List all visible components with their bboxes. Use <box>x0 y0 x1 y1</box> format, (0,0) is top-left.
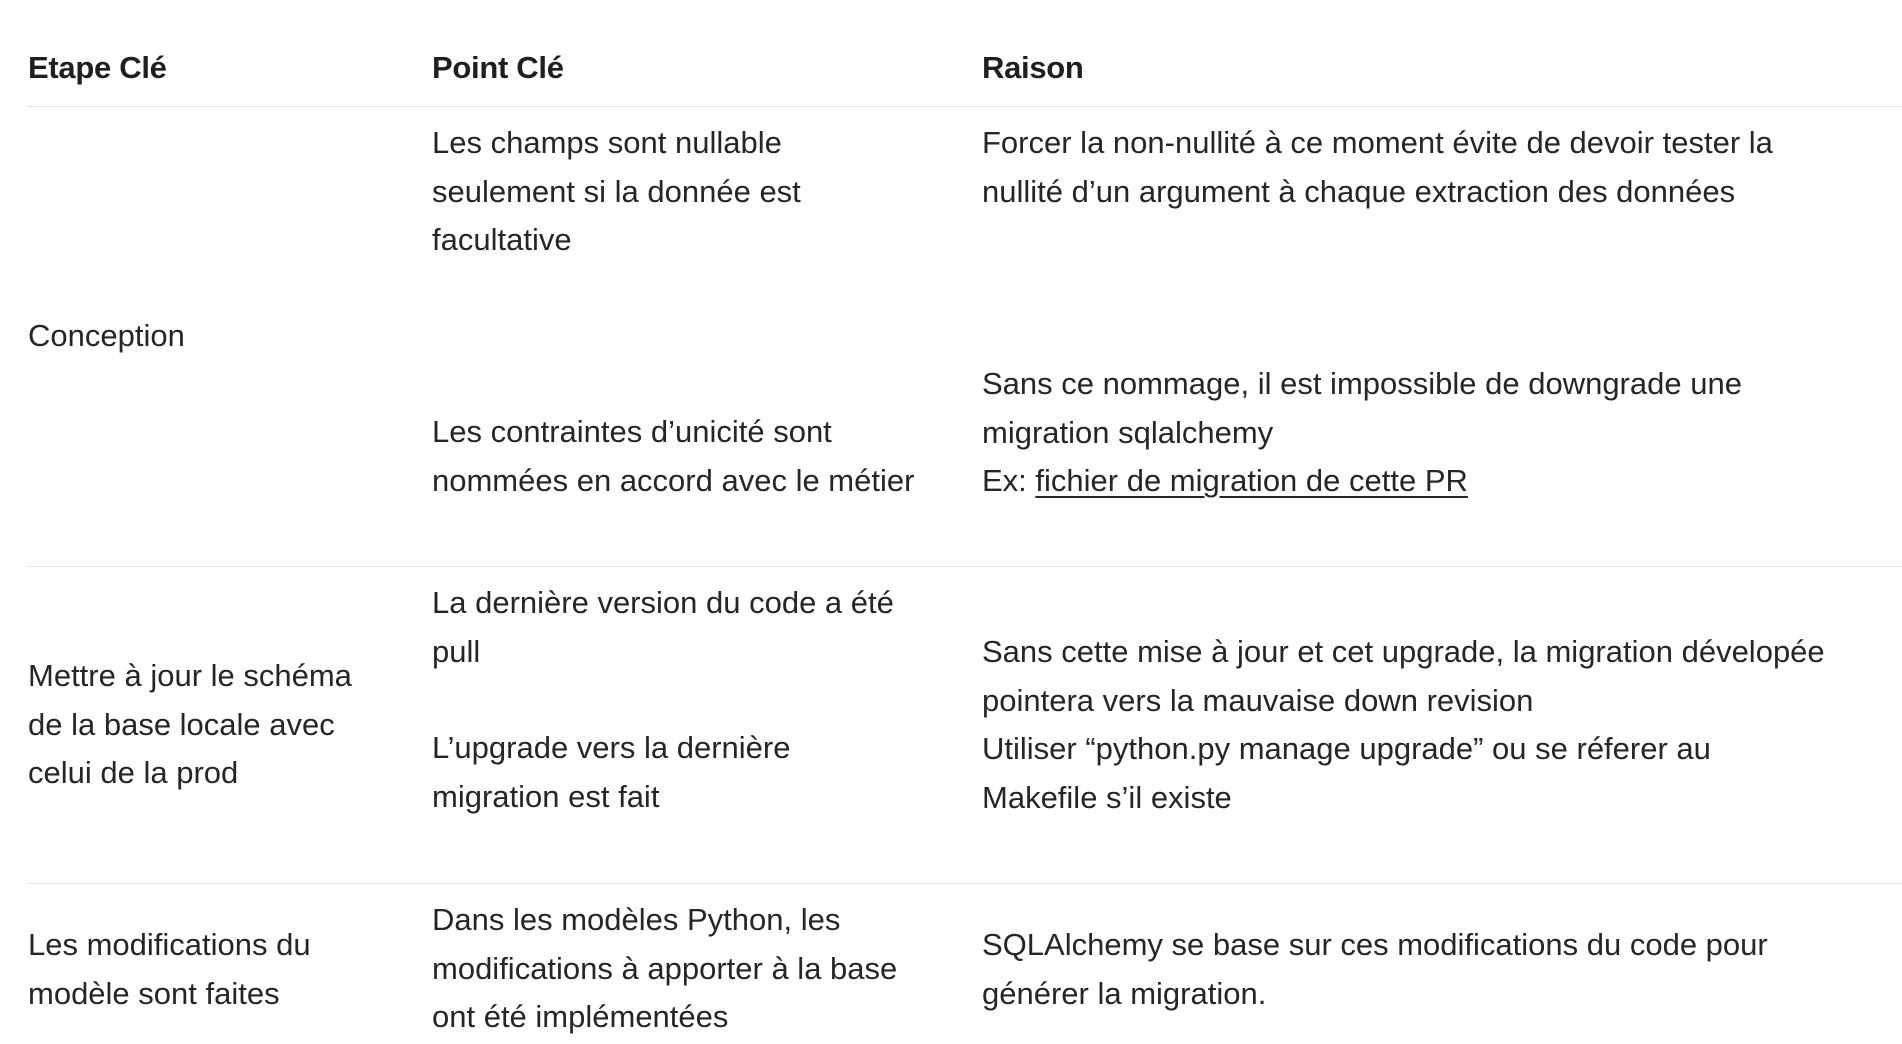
raison-sqlalchemy <box>982 921 1902 1018</box>
etape-mise-a-jour <box>28 652 418 798</box>
point-line: migration est fait <box>432 778 660 814</box>
raison-non-nullite <box>982 119 1902 216</box>
raison-line: SQLAlchemy se base sur ces modifications du code pour <box>982 927 1768 962</box>
migration-file-link[interactable]: fichier de migration de cette PR <box>1035 463 1468 498</box>
point-modeles-python <box>432 896 972 1042</box>
header-raison: Raison <box>982 50 1084 85</box>
raison-mise-a-jour <box>982 628 1902 822</box>
raison-link-line <box>982 457 1902 506</box>
raison-line: nullité d’un argument à chaque extraction des données <box>982 173 1736 209</box>
raison-line: Makefile s’il existe <box>982 779 1232 815</box>
point-line: Les contraintes d’unicité sont <box>432 414 832 449</box>
point-line: facultative <box>432 222 572 257</box>
etape-line: modèle sont faites <box>28 975 280 1011</box>
raison-line: générer la migration. <box>982 975 1267 1011</box>
point-upgrade <box>432 724 972 821</box>
point-line: L’upgrade vers la dernière <box>432 730 791 765</box>
point-line: Dans les modèles Python, les <box>432 902 841 937</box>
point-line: La dernière version du code a été <box>432 585 894 620</box>
etape-line: Les modifications du <box>28 927 311 962</box>
raison-line: pointera vers la mauvaise down revision <box>982 682 1534 718</box>
etape-conception: Conception <box>28 318 185 353</box>
point-derniere-version <box>432 579 972 676</box>
raison-link-prefix: Ex: <box>982 463 1036 498</box>
point-line: nommées en accord avec le métier <box>432 462 915 498</box>
header-point-cle: Point Clé <box>432 50 564 85</box>
point-line: pull <box>432 633 481 669</box>
table-row-conception <box>28 107 1902 567</box>
raison-line: Forcer la non-nullité à ce moment évite de devoir tester la <box>982 125 1773 160</box>
point-champs-nullable <box>432 119 972 265</box>
etape-modifications <box>28 921 418 1018</box>
table-header-row <box>28 0 1902 107</box>
etape-line: Mettre à jour le schéma <box>28 658 352 693</box>
table-row-mise-a-jour <box>28 567 1902 884</box>
point-contraintes-unicite <box>432 408 972 505</box>
raison-line: Sans ce nommage, il est impossible de downgrade une <box>982 366 1742 401</box>
raison-line: migration sqlalchemy <box>982 414 1274 450</box>
etape-line: de la base locale avec <box>28 706 335 742</box>
checklist-table <box>28 0 1902 1044</box>
raison-line: Sans cette mise à jour et cet upgrade, la migration dévelopée <box>982 634 1825 669</box>
point-line: ont été implémentées <box>432 999 729 1034</box>
header-etape-cle: Etape Clé <box>28 50 167 85</box>
raison-nommage <box>982 360 1902 506</box>
etape-line: celui de la prod <box>28 755 239 790</box>
table-row-modifications <box>28 884 1902 1044</box>
raison-line: Utiliser “python.py manage upgrade” ou se réferer au <box>982 731 1711 766</box>
point-line: seulement si la donnée est <box>432 173 801 209</box>
point-line: modifications à apporter à la base <box>432 950 898 986</box>
point-line: Les champs sont nullable <box>432 125 782 160</box>
